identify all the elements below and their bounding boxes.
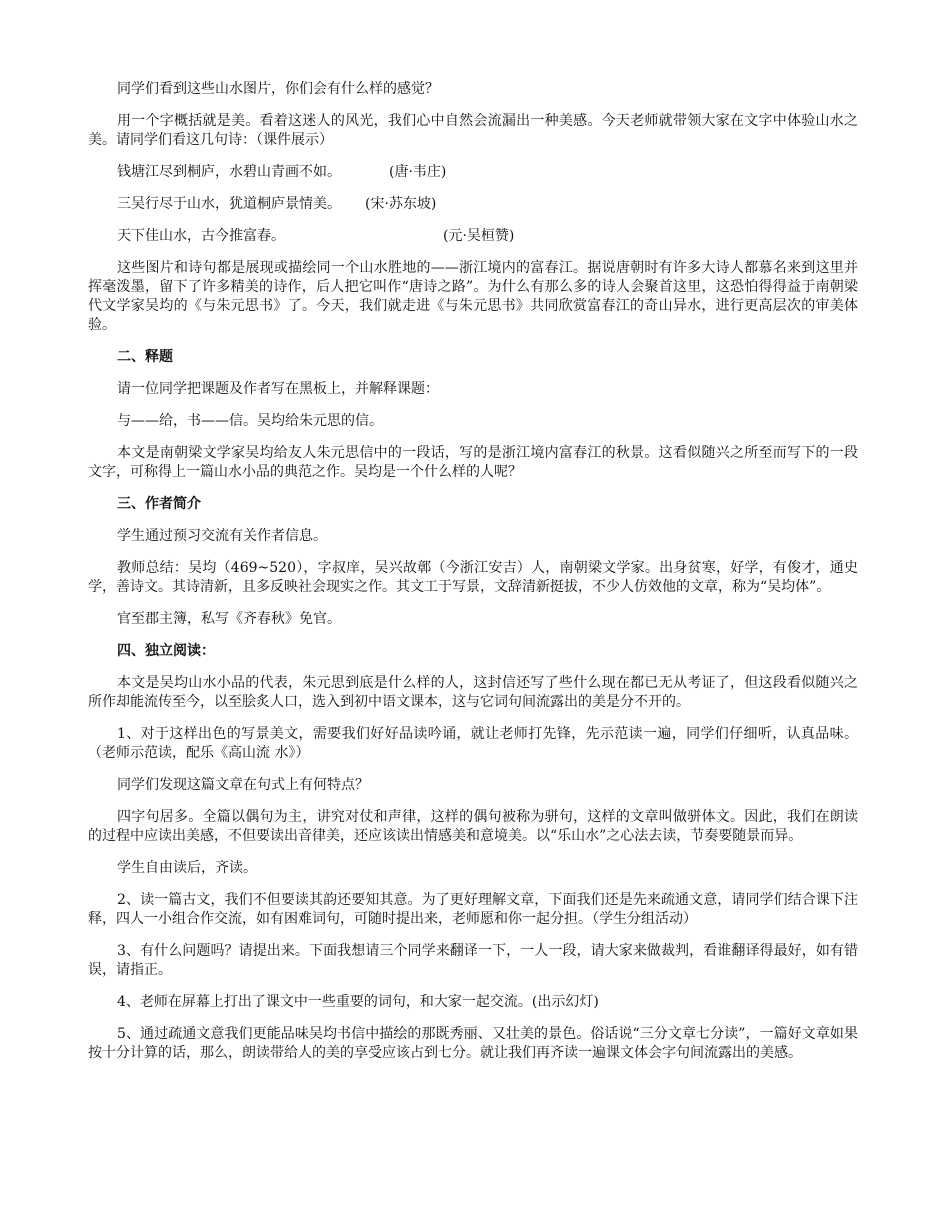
paragraph: 学生通过预习交流有关作者信息。 [117,528,327,544]
paragraph: 4、老师在屏幕上打出了课文中一些重要的词句，和大家一起交流。(出示幻灯) [117,994,599,1010]
paragraph: 3、有什么问题吗？请提出来。下面我想请三个同学来翻译一下，一人一段，请大家来做裁判，看谁翻译得最好，如有错误，请指正。 [88,943,858,978]
paragraph: 教师总结：吴均（469~520），字叔庠，吴兴故鄣（今浙江安吉）人，南朝梁文学家。出身贫寒，好学，有俊才，通史学，善诗文。其诗清新，且多反映社会现实之作。其文工于写景，文辞清新挺拔，不少人仿效他的文章，称为“吴均体”。 [88,560,858,595]
paragraph: 学生自由读后，齐读。 [117,860,257,876]
poem-text: 三吴行尽于山水，犹道桐庐景情美。 [117,196,341,212]
paragraph: 这些图片和诗句都是展现或描绘同一个山水胜地的——浙江境内的富春江。据说唐朝时有许多大诗人都慕名来到这里并挥毫泼墨，留下了许多精美的诗作，后人把它叫作“唐诗之路”。为什么有那么多的诗人会聚首这里，这恐怕得得益于南朝梁代文学家吴均的《与朱元思书》了。今天，我们就走进《与朱元思书》共同欣赏富春江的奇山异水，进行更高层次的审美体验。 [88,260,858,333]
section-heading: 四、独立阅读： [117,643,215,659]
section-heading: 三、作者简介 [117,496,201,512]
paragraph: 本文是吴均山水小品的代表，朱元思到底是什么样的人，这封信还写了些什么现在都已无从考证了，但这段看似随兴之所作却能流传至今，以至脍炙人口，选入到初中语文课本，这与它词句间流露出的美是分不开的。 [88,675,858,710]
poem-text: 钱塘江尽到桐庐，水碧山青画不如。 [117,164,341,180]
paragraph: 与——给，书——信。吴均给朱元思的信。 [117,413,383,429]
paragraph: 官至郡主簿，私写《齐春秋》免官。 [117,611,341,627]
paragraph: 2、读一篇古文，我们不但要读其韵还要知其意。为了更好理解文章，下面我们还是先来疏通文意，请同学们结合课下注释，四人一小组合作交流，如有困难词句，可随时提出来，老师愿和你一起分担。（学生分组活动） [88,892,858,927]
poem-source: (唐·韦庄) [389,164,447,180]
poem-source: (宋·苏东坡) [365,196,437,212]
poem-line [88,163,858,182]
document-page [88,80,858,1076]
poem-text: 天下佳山水，古今推富春。 [117,228,285,244]
paragraph: 同学们发现这篇文章在句式上有何特点？ [117,777,369,793]
paragraph: 四字句居多。全篇以偶句为主，讲究对仗和声律，这样的偶句被称为骈句，这样的文章叫做骈体文。因此，我们在朗读的过程中应读出美感，不但要读出音律美，还应该读出情感美和意境美。以“乐山水”之心法去读，节奏要随景而异。 [88,809,858,844]
poem-line [88,195,858,214]
paragraph: 同学们看到这些山水图片，你们会有什么样的感觉？ [117,81,439,97]
section-heading: 二、释题 [117,349,173,365]
paragraph: 1、对于这样出色的写景美文，需要我们好好品读吟诵，就让老师打先锋，先示范读一遍，同学们仔细听，认真品味。（老师示范读，配乐《高山流 水》） [88,726,858,761]
paragraph: 用一个字概括就是美。看着这迷人的风光，我们心中自然会流漏出一种美感。今天老师就带领大家在文字中体验山水之美。请同学们看这几句诗：（课件展示） [88,113,858,148]
paragraph: 本文是南朝梁文学家吴均给友人朱元思信中的一段话，写的是浙江境内富春江的秋景。这看似随兴之所至而写下的一段文字，可称得上一篇山水小品的典范之作。吴均是一个什么样的人呢？ [88,445,858,480]
paragraph: 请一位同学把课题及作者写在黑板上，并解释课题： [117,381,439,397]
poem-source: (元·吴桓赞) [443,228,515,244]
poem-line [88,227,858,246]
paragraph: 5、通过疏通文意我们更能品味吴均书信中描绘的那既秀丽、又壮美的景色。俗话说“三分文章七分读”，一篇好文章如果按十分计算的话，那么，朗读带给人的美的享受应该占到七分。就让我们再齐读一遍课文体会字句间流露出的美感。 [88,1026,858,1061]
